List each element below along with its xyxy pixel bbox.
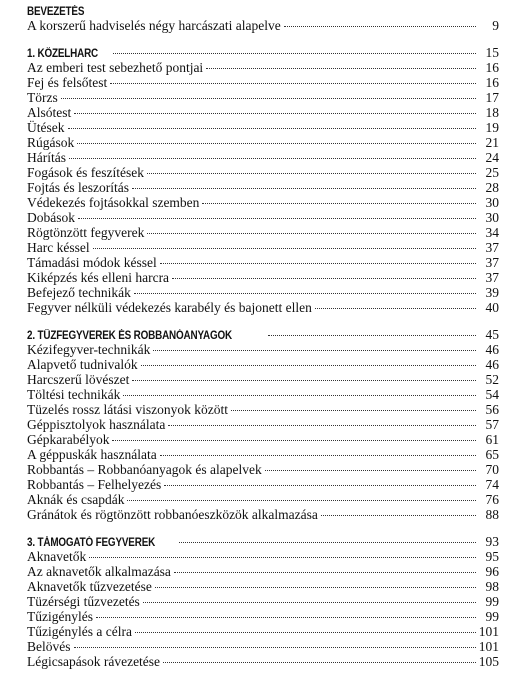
toc-entry[interactable] [27, 624, 499, 639]
toc-entry-title: A korszerű hadviselés négy harcászati alapelve [27, 18, 281, 33]
toc-entry[interactable] [27, 165, 499, 180]
toc-entry-page: 95 [485, 549, 499, 564]
toc-entry-page: 76 [485, 492, 499, 507]
dot-leader [132, 188, 476, 189]
toc-entry-page: 21 [485, 135, 499, 150]
dot-leader [61, 98, 476, 99]
toc-entry-page: 54 [485, 387, 499, 402]
section-heading: 3. TÁMOGATÓ FEGYVEREK [27, 537, 156, 549]
toc-entry-title: Kiképzés kés elleni harcra [27, 270, 170, 285]
dot-leader [147, 173, 476, 174]
section-heading-row[interactable] [27, 534, 499, 549]
dot-leader [231, 410, 476, 411]
dot-leader [168, 425, 476, 426]
toc-entry-title: Kézifegyver-technikák [27, 342, 151, 357]
toc-entry-page: 9 [492, 18, 499, 33]
dot-leader [77, 143, 476, 144]
dot-leader [110, 83, 476, 84]
toc-entry-page: 37 [485, 255, 499, 270]
toc-entry[interactable] [27, 285, 499, 300]
toc-section-firearms-explosives [27, 327, 499, 522]
section-heading-page: 93 [485, 534, 499, 549]
dot-leader [164, 485, 476, 486]
toc-entry[interactable] [27, 60, 499, 75]
toc-entry[interactable] [27, 210, 499, 225]
toc-entry[interactable] [27, 372, 499, 387]
toc-entry-page: 101 [478, 639, 499, 654]
toc-entry-title: Befejező technikák [27, 285, 131, 300]
toc-entry[interactable] [27, 357, 499, 372]
dot-leader [284, 26, 476, 27]
toc-entry-page: 99 [485, 594, 499, 609]
toc-entry-title: A géppuskák használata [27, 447, 157, 462]
toc-entry-title: Aknavetők tűzvezetése [27, 579, 152, 594]
toc-entry[interactable] [27, 225, 499, 240]
toc-entry-title: Rögtönzött fegyverek [27, 225, 145, 240]
toc-entry-page: 88 [485, 507, 499, 522]
toc-entry-title: Robbantás – Robbanóanyagok és alapelvek [27, 462, 262, 477]
toc-entry[interactable] [27, 180, 499, 195]
dot-leader [172, 278, 476, 279]
toc-entry[interactable] [27, 447, 499, 462]
dot-leader [112, 440, 476, 441]
dot-leader [78, 218, 476, 219]
dot-leader [268, 335, 476, 336]
dot-leader [174, 572, 476, 573]
dot-leader [68, 128, 477, 129]
dot-leader [321, 515, 476, 516]
toc-section-support-weapons [27, 534, 499, 669]
toc-entry-page: 25 [485, 165, 499, 180]
dot-leader [69, 158, 476, 159]
toc-entry-page: 19 [485, 120, 499, 135]
dot-leader [135, 632, 476, 633]
toc-entry[interactable] [27, 492, 499, 507]
toc-entry[interactable] [27, 150, 499, 165]
toc-entry-title: Töltési technikák [27, 387, 121, 402]
toc-section-introduction [27, 6, 499, 33]
dot-leader [202, 203, 476, 204]
toc-entry-page: 57 [485, 417, 499, 432]
toc-entry-title: Gépkarabélyok [27, 432, 110, 447]
toc-entry-title: Támadási módok késsel [27, 255, 157, 270]
toc-entry[interactable] [27, 18, 499, 33]
toc-entry-title: Géppisztolyok használata [27, 417, 166, 432]
dot-leader [113, 53, 476, 54]
toc-entry-title: Fegyver nélküli védekezés karabély és bajonett ellen [27, 300, 312, 315]
toc-entry-page: 105 [478, 654, 499, 669]
dot-leader [143, 602, 476, 603]
toc-entry-title: Aknavetők [27, 549, 87, 564]
toc-entry-page: 17 [485, 90, 499, 105]
toc-entry-title: Fogások és feszítések [27, 165, 144, 180]
toc-entry[interactable] [27, 300, 499, 315]
toc-entry-page: 28 [485, 180, 499, 195]
toc-entry[interactable] [27, 579, 499, 594]
toc-entry-title: Tüzérségi tűzvezetés [27, 594, 140, 609]
toc-entry-title: Harc késsel [27, 240, 90, 255]
toc-entry-title: Az aknavetők alkalmazása [27, 564, 171, 579]
toc-entry-title: Alapvető tudnivalók [27, 357, 138, 372]
toc-entry-page: 37 [485, 240, 499, 255]
toc-entry-title: Aknák és csapdák [27, 492, 125, 507]
dot-leader [96, 617, 476, 618]
toc-entry[interactable] [27, 462, 499, 477]
toc-entry-title: Tűzigénylés [27, 609, 93, 624]
toc-entry-page: 18 [485, 105, 499, 120]
toc-entry[interactable] [27, 654, 499, 669]
toc-entry[interactable] [27, 255, 499, 270]
section-heading: 2. TŰZFEGYVEREK ÉS ROBBANÓANYAGOK [27, 330, 232, 342]
toc-entry-title: Az emberi test sebezhető pontjai [27, 60, 204, 75]
section-heading-row[interactable] [27, 45, 499, 60]
toc-entry-page: 56 [485, 402, 499, 417]
section-heading-page: 15 [485, 45, 499, 60]
dot-leader [155, 587, 476, 588]
toc-entry[interactable] [27, 594, 499, 609]
toc-entry-title: Légicsapások rávezetése [27, 654, 161, 669]
toc-entry-page: 46 [485, 342, 499, 357]
toc-entry-title: Dobások [27, 210, 75, 225]
section-heading: 1. KÖZELHARC [27, 48, 99, 60]
dot-leader [74, 113, 476, 114]
toc-entry[interactable] [27, 402, 499, 417]
toc-entry-title: Fojtás és leszorítás [27, 180, 129, 195]
toc-entry-title: Védekezés fojtásokkal szemben [27, 195, 200, 210]
toc-entry[interactable] [27, 507, 499, 522]
toc-entry[interactable] [27, 135, 499, 150]
toc-entry[interactable] [27, 342, 499, 357]
toc-entry-page: 65 [485, 447, 499, 462]
section-heading-row[interactable] [27, 327, 499, 342]
dot-leader [179, 542, 476, 543]
toc-entry[interactable] [27, 90, 499, 105]
dot-leader [265, 470, 476, 471]
toc-entry-title: Robbantás – Felhelyezés [27, 477, 162, 492]
toc-entry[interactable] [27, 477, 499, 492]
toc-entry-page: 39 [485, 285, 499, 300]
section-heading: BEVEZETÉS [27, 6, 85, 18]
dot-leader [315, 308, 476, 309]
toc-entry-page: 30 [485, 195, 499, 210]
table-of-contents [27, 6, 499, 681]
toc-entry-page: 46 [485, 357, 499, 372]
section-heading-page: 45 [485, 327, 499, 342]
dot-leader [160, 455, 476, 456]
dot-leader [123, 395, 476, 396]
toc-entry-title: Alsótest [27, 105, 72, 120]
toc-entry-title: Hárítás [27, 150, 66, 165]
dot-leader [147, 233, 476, 234]
toc-entry[interactable] [27, 105, 499, 120]
toc-entry-page: 34 [485, 225, 499, 240]
toc-entry[interactable] [27, 270, 499, 285]
toc-entry-title: Rúgások [27, 135, 75, 150]
dot-leader [134, 293, 476, 294]
toc-entry-title: Ütések [27, 120, 65, 135]
toc-entry-page: 16 [485, 60, 499, 75]
toc-entry-page: 70 [485, 462, 499, 477]
toc-entry-page: 74 [485, 477, 499, 492]
toc-entry-page: 16 [485, 75, 499, 90]
toc-entry-title: Törzs [27, 90, 58, 105]
toc-entry[interactable] [27, 240, 499, 255]
dot-leader [153, 350, 476, 351]
toc-entry[interactable] [27, 609, 499, 624]
dot-leader [160, 263, 476, 264]
toc-entry-page: 99 [485, 609, 499, 624]
toc-entry-page: 52 [485, 372, 499, 387]
toc-entry[interactable] [27, 639, 499, 654]
dot-leader [163, 662, 476, 663]
toc-entry-page: 40 [485, 300, 499, 315]
dot-leader [206, 68, 476, 69]
toc-entry-title: Tűzigénylés a célra [27, 624, 132, 639]
toc-entry-page: 37 [485, 270, 499, 285]
toc-entry-title: Gránátok és rögtönzött robbanóeszközök alkalmazása [27, 507, 318, 522]
toc-entry[interactable] [27, 75, 499, 90]
toc-entry-title: Harcszerű lövészet [27, 372, 130, 387]
dot-leader [89, 557, 476, 558]
toc-entry[interactable] [27, 432, 499, 447]
toc-entry-page: 24 [485, 150, 499, 165]
toc-entry[interactable] [27, 417, 499, 432]
toc-entry[interactable] [27, 549, 499, 564]
toc-entry[interactable] [27, 387, 499, 402]
toc-entry-page: 98 [485, 579, 499, 594]
dot-leader [74, 647, 476, 648]
dot-leader [127, 500, 476, 501]
toc-entry-page: 61 [485, 432, 499, 447]
toc-entry[interactable] [27, 120, 499, 135]
toc-section-close-combat [27, 45, 499, 315]
dot-leader [141, 365, 476, 366]
toc-entry[interactable] [27, 195, 499, 210]
toc-entry[interactable] [27, 564, 499, 579]
toc-entry-title: Belövés [27, 639, 71, 654]
toc-entry-title: Fej és felsőtest [27, 75, 108, 90]
toc-entry-title: Tüzelés rossz látási viszonyok között [27, 402, 228, 417]
toc-entry-page: 30 [485, 210, 499, 225]
toc-entry-page: 96 [485, 564, 499, 579]
toc-entry-page: 101 [478, 624, 499, 639]
dot-leader [93, 248, 476, 249]
dot-leader [132, 380, 476, 381]
